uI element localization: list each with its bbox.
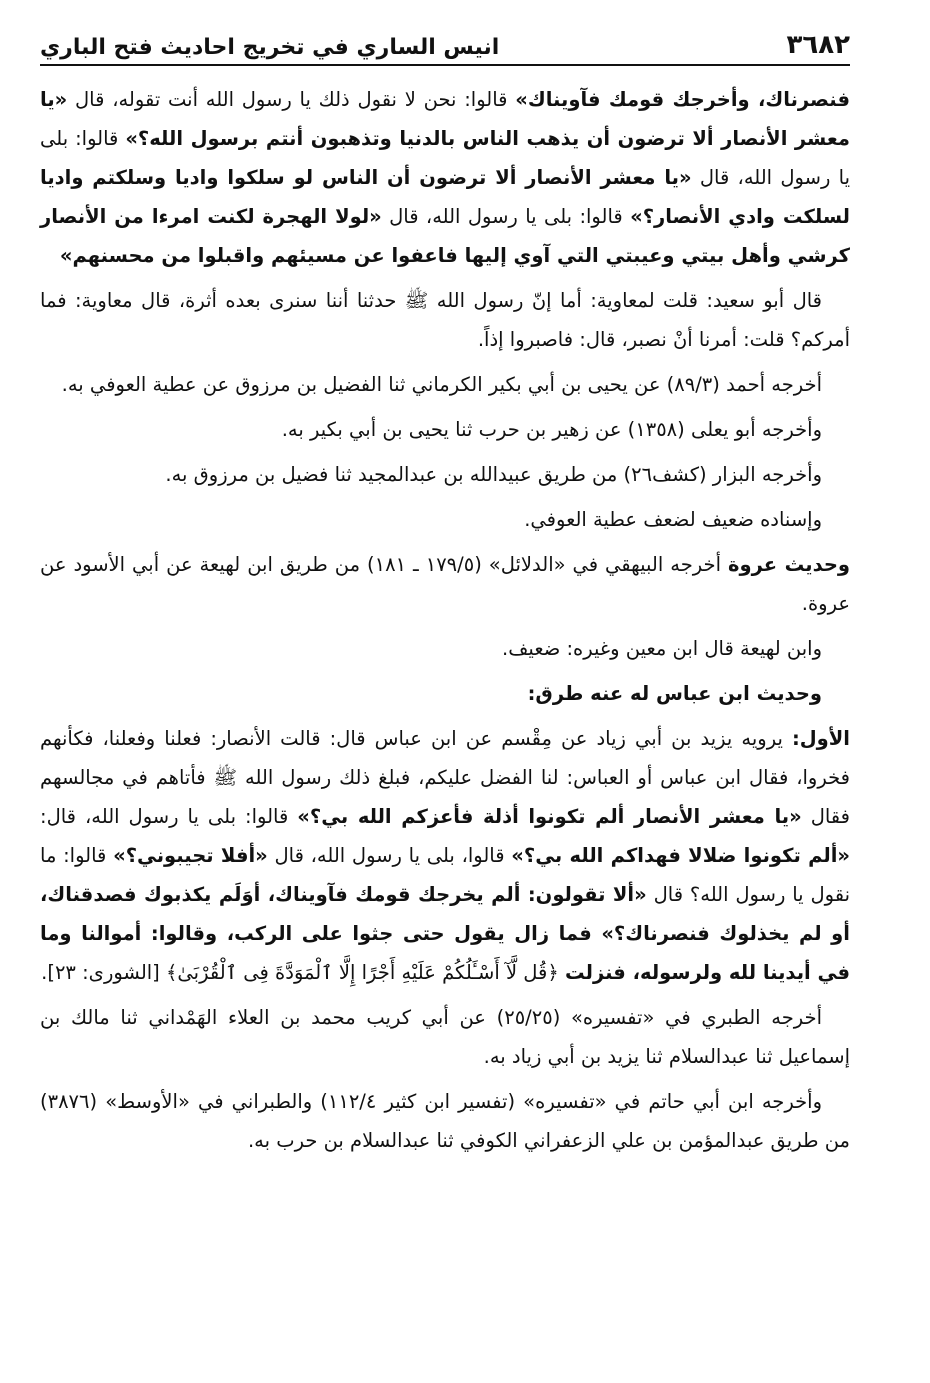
book-page (40, 30, 850, 1353)
paragraph-takhrij-ahmad (40, 365, 850, 404)
text-run: أخرجه البيهقي في «الدلائل» (١٧٩/٥ ـ ١٨١) من طريق ابن لهيعة عن أبي الأسود عن عروة. (40, 553, 850, 615)
text-run: قالوا: نحن لا نقول ذلك يا رسول الله أنت تقوله، قال (67, 88, 516, 111)
paragraph-first-route (40, 719, 850, 992)
paragraph-ibn-abi-hatim (40, 1082, 850, 1160)
paragraph-bazzar (40, 455, 850, 494)
text-run: قالوا: بلى يا رسول الله، قال: (40, 805, 298, 828)
text-run: قال أبو سعيد: قلت لمعاوية: أما إنّ رسول الله ﷺ حدثنا أننا سنرى بعده أثرة، قال معاوية: فما أمركم؟ قلت: أمرنا أنْ نصبر، قال: فاصبروا إذاً. (40, 289, 850, 351)
page-header (40, 30, 850, 66)
body-text (40, 80, 850, 1160)
text-run: ﴿قُل لَّآ أَسْـَٔلُكُمْ عَلَيْهِ أَجْرًا إِلَّا ٱلْمَوَدَّةَ فِى ٱلْقُرْبَىٰ﴾ [الشورى: ٢٣]. (41, 961, 565, 984)
paragraph-tabari (40, 998, 850, 1076)
text-run: وأخرجه ابن أبي حاتم في «تفسيره» (تفسير ابن كثير ١١٢/٤) والطبراني في «الأوسط» (٣٨٧٦) من طريق عبدالمؤمن بن علي الزعفراني الكوفي ثنا عبدالسلام بن حرب به. (40, 1090, 850, 1152)
bold-text-run: «لولا الهجرة لكنت امرءا من الأنصار كرشي وأهل بيتي وعيبتي التي آوي إليها فاعفوا عن مسيئهم واقبلوا من محسنهم» (40, 205, 850, 267)
text-run: قالوا: ما نقول يا رسول الله؟ قال (40, 844, 851, 906)
bold-text-run: فنصرناك، وأخرجك قومك فآويناك» (515, 88, 850, 111)
bold-text-run: وحديث ابن عباس له عنه طرق: (527, 682, 822, 705)
page-number: ٣٦٨٢ (786, 30, 850, 60)
paragraph-isnad-daif (40, 500, 850, 539)
paragraph-abu-said (40, 281, 850, 359)
section-heading-ibn-abbas (40, 674, 850, 713)
paragraph-hadith-ending (40, 80, 850, 275)
text-run: وأخرجه أبو يعلى (١٣٥٨) عن زهير بن حرب ثنا يحيى بن أبي بكير به. (281, 418, 822, 441)
paragraph-abu-yala (40, 410, 850, 449)
text-run: يرويه يزيد بن أبي زياد عن مِقْسم عن ابن عباس قال: قالت الأنصار: فعلنا وفعلنا، فكأنهم فخروا، فقال ابن عباس أو العباس: لنا الفضل عليكم، فبلغ ذلك رسول الله ﷺ فأتاهم في مجالسهم فقال (40, 727, 850, 828)
bold-text-run: وحديث عروة (727, 553, 851, 576)
bold-text-run: «يا معشر الأنصار ألا ترضون أن الناس لو سلكوا واديا وسلكتم واديا لسلكت وادي الأنصار؟» (40, 166, 850, 228)
text-run: وأخرجه البزار (كشف٢٦) من طريق عبيدالله بن عبدالمجيد ثنا فضيل بن مرزوق به. (165, 463, 822, 486)
bold-text-run: «ألم تكونوا ضلالا فهداكم الله بي؟» (511, 844, 850, 867)
bold-text-run: «يا معشر الأنصار ألم تكونوا أذلة فأعزكم الله بي؟» (297, 805, 802, 828)
text-run: وإسناده ضعيف لضعف عطية العوفي. (524, 508, 822, 531)
bold-text-run: «يا معشر الأنصار ألا ترضون أن يذهب الناس بالدنيا وتذهبون أنتم برسول الله؟» (40, 88, 850, 150)
text-run: أخرجه أحمد (٨٩/٣) عن يحيى بن أبي بكير الكرماني ثنا الفضيل بن مرزوق عن عطية العوفي به. (61, 373, 822, 396)
bold-text-run: «أفلا تجيبوني؟» (113, 844, 268, 867)
text-run: قالوا، بلى يا رسول الله، قال (267, 844, 512, 867)
running-title: انيس الساري في تخريج احاديث فتح الباري (40, 35, 500, 60)
paragraph-ibn-lahia (40, 629, 850, 668)
paragraph-hadith-urwa (40, 545, 850, 623)
bold-text-run: «ألا تقولون: ألم يخرجك قومك فآويناك، أوَلَم يكذبوك فصدقناك، أو لم يخذلوك فنصرناك؟» فما زال يقول حتى جثوا على الركب، وقالوا: أموالنا وما في أيدينا لله ولرسوله، فنزلت (40, 883, 850, 984)
text-run: قالوا: بلى يا رسول الله، قال (40, 127, 850, 189)
text-run: قالوا: بلى يا رسول الله، قال (381, 205, 631, 228)
text-run: أخرجه الطبري في «تفسيره» (٢٥/٢٥) عن أبي كريب محمد بن العلاء الهَمْداني ثنا مالك بن إسماعيل ثنا عبدالسلام ثنا يزيد بن أبي زياد به. (40, 1006, 850, 1068)
text-run: وابن لهيعة قال ابن معين وغيره: ضعيف. (502, 637, 822, 660)
bold-text-run: الأول: (791, 727, 850, 750)
